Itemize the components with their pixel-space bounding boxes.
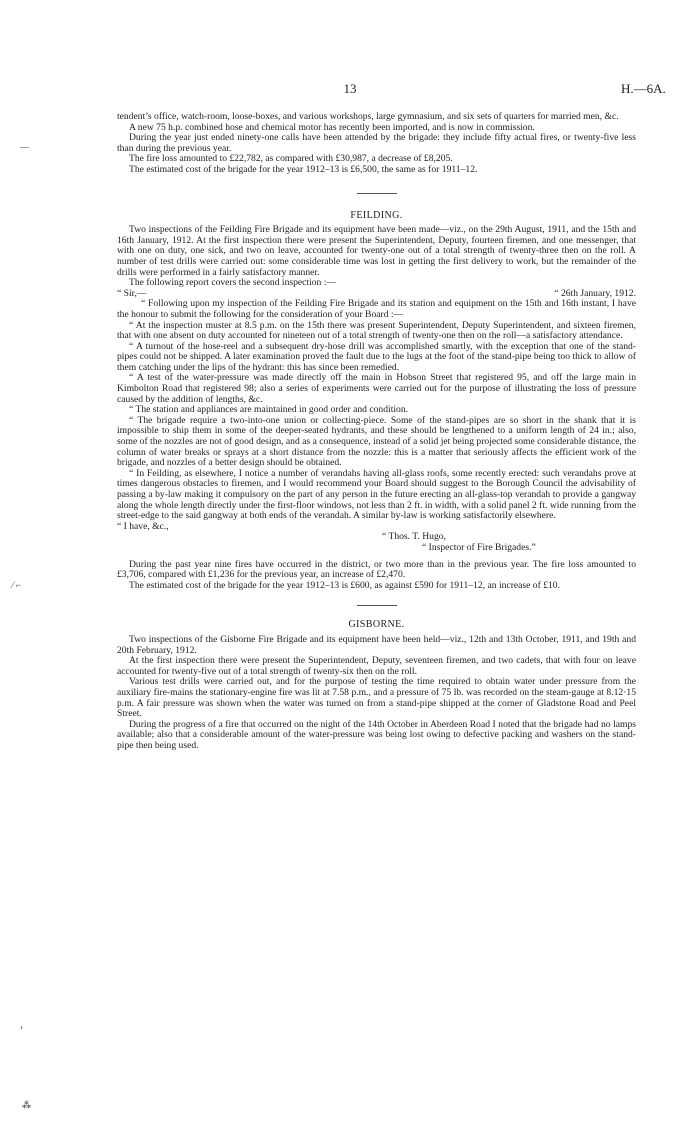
- margin-mark: ⁂: [22, 1100, 31, 1110]
- feilding-paragraph: During the past year nine fires have occurred in the district, or two more than in the previous year. The fire loss amounted to £3,706, compared with £1,236 for the previous year, an increase of £2,470.: [117, 558, 636, 581]
- letter-salutation: “ Sir,—: [117, 287, 147, 299]
- feilding-paragraph: Two inspections of the Feilding Fire Brigade and its equipment have been made—viz., on the 29th August, 1911, and the 15th and 16th January, 1912. At the first inspection there were present the Superintendent, Deputy, fourteen firemen, and one messenger, that with one on duty, one sick, and two on leave, accounted for twenty-one out of a total strength of twenty-three then on the roll. A number of test drills were carried out: some considerable time was lost in getting the first delivery to work, but the remainder of the drills were performed in a fairly satisfactory manner.: [117, 224, 636, 278]
- feilding-paragraph: The following report covers the second inspection :—: [129, 277, 337, 289]
- letter-signature: “ Thos. T. Hugo,: [382, 531, 446, 543]
- gisborne-paragraph: Two inspections of the Gisborne Fire Brigade and its equipment have been held—viz., 12th and 13th October, 1911, and 19th and 20th February, 1912.: [117, 633, 636, 656]
- margin-mark: ›: [20, 1022, 23, 1032]
- section-heading-gisborne: GISBORNE.: [348, 619, 405, 631]
- letter-signatory-title: “ Inspector of Fire Brigades.”: [422, 541, 536, 553]
- page-number: 13: [343, 81, 357, 96]
- letter-date: “ 26th January, 1912.: [554, 287, 636, 299]
- intro-paragraph: The fire loss amounted to £22,782, as compared with £30,987, a decrease of £8,205.: [129, 153, 453, 165]
- intro-paragraph: tendent’s office, watch-room, loose-boxes, and various workshops, large gymnasium, and six sets of quarters for married men, &c.: [117, 111, 619, 122]
- letter-paragraph: “ The brigade require a two-into-one union or collecting-piece. Some of the stand-pipes are so short in the shank that it is impossible to ship them in some of the deeper-seated hydrants, and these should be lengthened to a uniform length of 24 in.; also, some of the nozzles are not of good design, and as a consequence, instead of a solid jet being projected some considerable distance, the column of water breaks or sprays at a short distance from the nozzle: this is a matter that seriously affects the efficient work of the brigade, and nozzles of a better design should be obtained.: [117, 414, 636, 469]
- gisborne-paragraph: Various test drills were carried out, and for the purpose of testing the time required to obtain water under pressure from the auxiliary fire-mains the stationary-engine fire was lit at 7.58 p.m., and a pressure of 75 lb. was recorded on the steam-gauge at 8.12·15 p.m. A fair pressure was shown when the water was turned on from a stand-pipe shipped at the corner of Gladstone Road and Peel Street.: [117, 676, 636, 720]
- letter-paragraph: “ The station and appliances are maintained in good order and condition.: [129, 404, 409, 416]
- gisborne-paragraph: At the first inspection there were present the Superintendent, Deputy, seventeen firemen, and two cadets, that with four on leave accounted for twenty-five out of a total strength of twenty-six then on the roll.: [117, 655, 636, 677]
- margin-mark: —: [20, 142, 29, 152]
- letter-paragraph: “ A test of the water-pressure was made directly off the main in Hobson Street that registered 95, and off the large main in Kimbolton Road that registered 98; also a series of experiments were carried out for the purpose of illustrating the loss of pressure caused by the addition of lengths, &c.: [117, 372, 636, 405]
- intro-paragraph: During the year just ended ninety-one calls have been attended by the brigade: they include fifty actual fires, or twenty-five less than during the previous year.: [117, 132, 636, 154]
- letter-paragraph: “ Following upon my inspection of the Feilding Fire Brigade and its station and equipment on the 15th and 16th instant, I have the honour to submit the following for the consideration of your Board :—: [117, 298, 636, 320]
- letter-paragraph: “ A turnout of the hose-reel and a subsequent dry-hose drill was accomplished smartly, with the exception that one of the stand-pipes could not be shipped. A later examination proved the fault due to the lugs at the foot of the stand-pipe being too thick to allow of them catching under the lips of the hydrant: this has since been remedied.: [117, 340, 636, 373]
- document-body: [117, 112, 636, 751]
- section-heading-feilding: FEILDING.: [350, 209, 403, 221]
- feilding-paragraph: The estimated cost of the brigade for the year 1912–13 is £600, as against £590 for 1911–12, an increase of £10.: [129, 579, 560, 591]
- intro-paragraph: A new 75 h.p. combined hose and chemical motor has recently been imported, and is now in commission.: [129, 121, 535, 133]
- gisborne-paragraph: During the progress of a fire that occurred on the night of the 14th October in Aberdeen Road I noted that the brigade had no lamps available; also that a considerable amount of the water-pressure was being lost owing to defective packing and washers on the stand-pipe then being used.: [117, 718, 636, 751]
- letter-closing: “ I have, &c.,: [117, 520, 169, 532]
- margin-mark: ⁄ ⌐: [12, 580, 21, 590]
- letter-paragraph: “ At the inspection muster at 8.5 p.m. on the 15th there was present Superintendent, Deputy Superintendent, and sixteen firemen, that with one absent on duty accounted for nineteen out of a total strength of twenty-one then on the roll—a satisfactory attendance.: [117, 319, 636, 342]
- letter-paragraph: “ In Feilding, as elsewhere, I notice a number of verandahs having all-glass roofs, some recently erected: such verandahs prove at times dangerous obstacles to firemen, and I would recommend your Board should suggest to the Borough Council the advisability of passing a by-law making it compulsory on the part of any person in the future erecting an all-glass-top verandah to provide a gangway along the whole length directly under the first-floor windows, not less than 2 ft. in width, with a solid panel 2 ft. wide running from the street-edge to the said gangway at both ends of the verandah. A similar by-law is working satisfactorily elsewhere.: [117, 467, 636, 522]
- document-reference: H.—6A.: [621, 81, 666, 96]
- intro-paragraph: The estimated cost of the brigade for the year 1912–13 is £6,500, the same as for 1911–12.: [129, 163, 478, 175]
